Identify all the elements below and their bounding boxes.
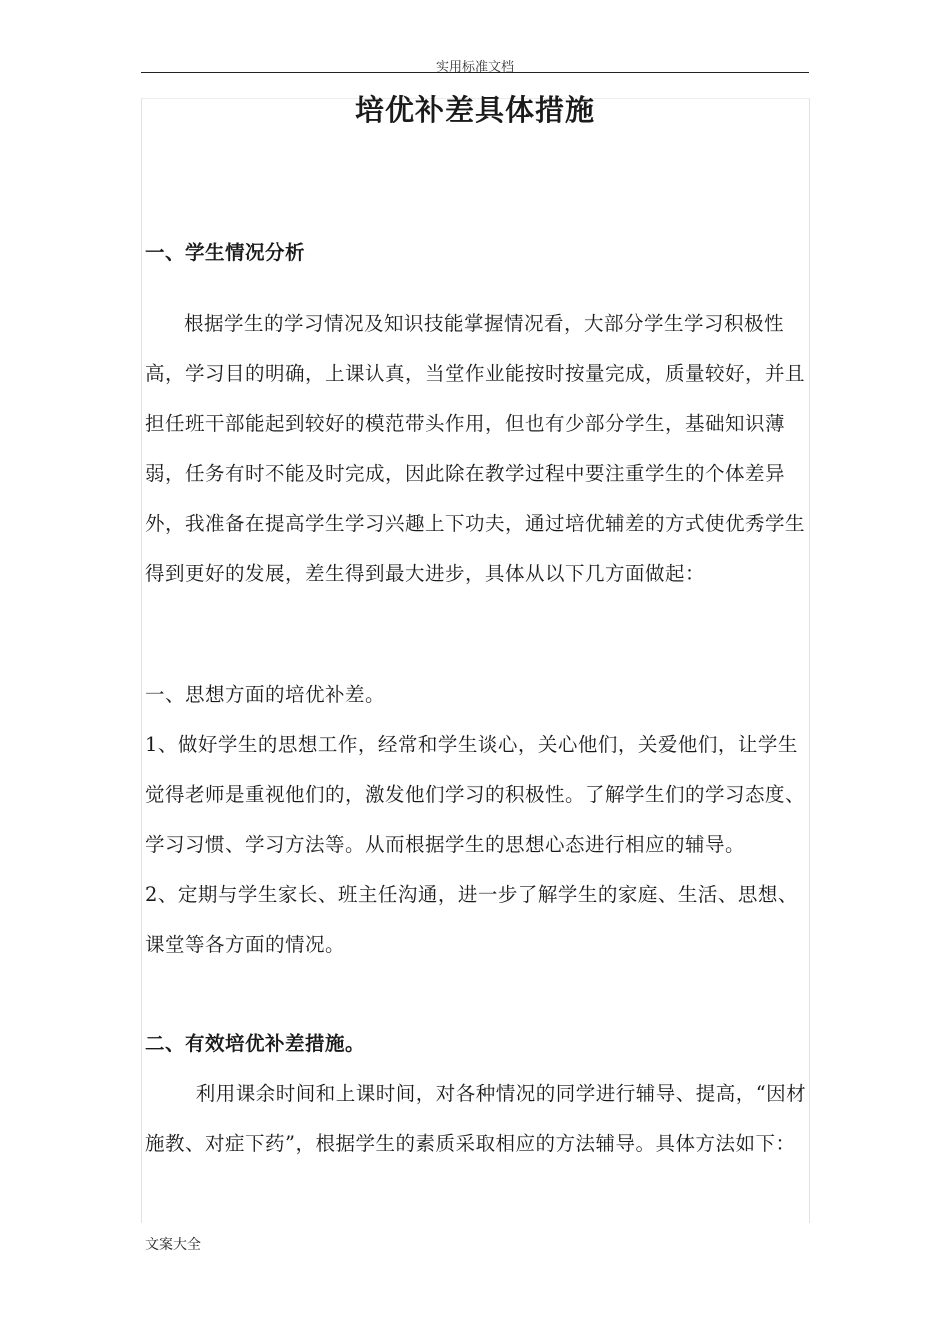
section-ideology (145, 670, 817, 970)
section-heading: 一、思想方面的培优补差。 (145, 683, 386, 706)
section-measures (145, 1019, 817, 1169)
section-heading: 一、学生情况分析 (145, 241, 306, 264)
list-item: 1、做好学生的思想工作，经常和学生谈心，关心他们，关爱他们，让学生觉得老师是重视他们的，激发他们学习的积极性。了解学生们的学习态度、学习习惯、学习方法等。从而根据学生的思想心态进行相应的辅导。 (145, 733, 806, 856)
header-rule (141, 72, 809, 73)
list-item: 2、定期与学生家长、班主任沟通，进一步了解学生的家庭、生活、思想、课堂等各方面的情况。 (145, 883, 798, 956)
document-title: 培优补差具体措施 (354, 93, 595, 127)
analysis-paragraph-block (145, 299, 817, 599)
section-student-analysis (145, 228, 817, 278)
page-footer: 文案大全 (145, 1237, 201, 1253)
section-heading: 二、有效培优补差措施。 (145, 1032, 366, 1055)
analysis-paragraph: 根据学生的学习情况及知识技能掌握情况看，大部分学生学习积极性高，学习目的明确，上课认真，当堂作业能按时按量完成，质量较好，并且担任班干部能起到较好的模范带头作用，但也有少部分学生，基础知识薄弱，任务有时不能及时完成，因此除在教学过程中要注重学生的个体差异外，我准备在提高学生学习兴趣上下功夫，通过培优辅差的方式使优秀学生得到更好的发展，差生得到最大进步，具体从以下几方面做起： (145, 312, 806, 585)
measures-paragraph: 利用课余时间和上课时间，对各种情况的同学进行辅导、提高，“因材施教、对症下药”，根据学生的素质采取相应的方法辅导。具体方法如下： (145, 1082, 807, 1155)
page-header: 实用标准文档 (435, 60, 514, 75)
